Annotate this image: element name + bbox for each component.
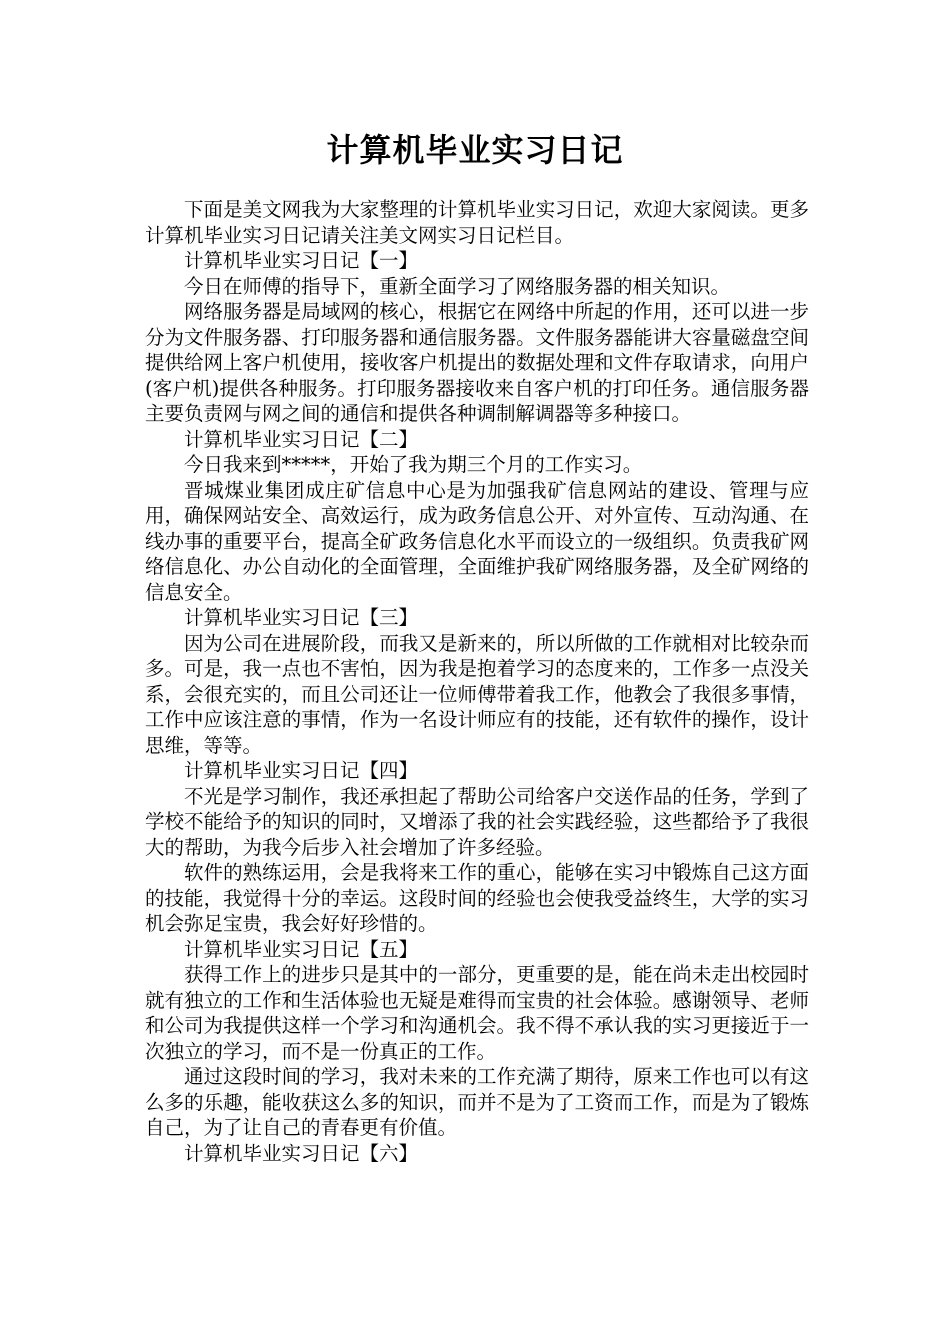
body-paragraph: 网络服务器是局域网的核心，根据它在网络中所起的作用，还可以进一步分为文件服务器、打印服务器和通信服务器。文件服务器能讲大容量磁盘空间提供给网上客户机使用，接收客户机提出的数据处理和文件存取请求，向用户(客户机)提供各种服务。打印服务器接收来自客户机的打印任务。通信服务器主要负责网与网之间的通信和提供各种调制解调器等多种接口。 (145, 300, 809, 425)
section-heading-6: 计算机毕业实习日记【六】 (184, 1141, 419, 1165)
body-paragraph: 获得工作上的进步只是其中的一部分，更重要的是，能在尚未走出校园时就有独立的工作和生活体验也无疑是难得而宝贵的社会体验。感谢领导、老师和公司为我提供这样一个学习和沟通机会。我不得不承认我的实习更接近于一次独立的学习，而不是一份真正的工作。 (145, 963, 809, 1063)
intro-paragraph: 下面是美文网我为大家整理的计算机毕业实习日记，欢迎大家阅读。更多计算机毕业实习日记请关注美文网实习日记栏目。 (145, 198, 809, 247)
body-paragraph: 今日在师傅的指导下，重新全面学习了网络服务器的相关知识。 (184, 274, 731, 298)
section-heading-2: 计算机毕业实习日记【二】 (184, 427, 419, 451)
body-paragraph: 不光是学习制作，我还承担起了帮助公司给客户交送作品的任务，学到了学校不能给予的知识的同时，又增添了我的社会实践经验，这些都给予了我很大的帮助，为我今后步入社会增加了许多经验。 (145, 784, 809, 859)
document-title: 计算机毕业实习日记 (326, 131, 624, 169)
section-heading-1: 计算机毕业实习日记【一】 (184, 249, 419, 272)
section-heading-4: 计算机毕业实习日记【四】 (184, 759, 419, 782)
body-paragraph: 因为公司在进展阶段，而我又是新来的，所以所做的工作就相对比较杂而多。可是，我一点也不害怕，因为我是抱着学习的态度来的，工作多一点没关系，会很充实的，而且公司还让一位师傅带着我工作，他教会了我很多事情，工作中应该注意的事情，作为一名设计师应有的技能，还有软件的操作，设计思维，等等。 (145, 631, 809, 757)
body-paragraph: 晋城煤业集团成庄矿信息中心是为加强我矿信息网站的建设、管理与应用，确保网站安全、高效运行，成为政务信息公开、对外宣传、互动沟通、在线办事的重要平台，提高全矿政务信息化水平而设立的一级组织。负责我矿网络信息化、办公自动化的全面管理，全面维护我矿网络服务器，及全矿网络的信息安全。 (145, 478, 809, 604)
body-paragraph: 软件的熟练运用，会是我将来工作的重心，能够在实习中锻炼自己这方面的技能，我觉得十分的幸运。这段时间的经验也会使我受益终生，大学的实习机会弥足宝贵，我会好好珍惜的。 (145, 861, 809, 935)
document-body (145, 197, 809, 1166)
body-paragraph: 通过这段时间的学习，我对未来的工作充满了期待，原来工作也可以有这么多的乐趣，能收获这么多的知识，而并不是为了工资而工作，而是为了锻炼自己，为了让自己的青春更有价值。 (145, 1065, 809, 1139)
body-paragraph: 今日我来到*****，开始了我为期三个月的工作实习。 (184, 453, 643, 476)
section-heading-5: 计算机毕业实习日记【五】 (184, 937, 419, 961)
section-heading-3: 计算机毕业实习日记【三】 (184, 606, 419, 629)
